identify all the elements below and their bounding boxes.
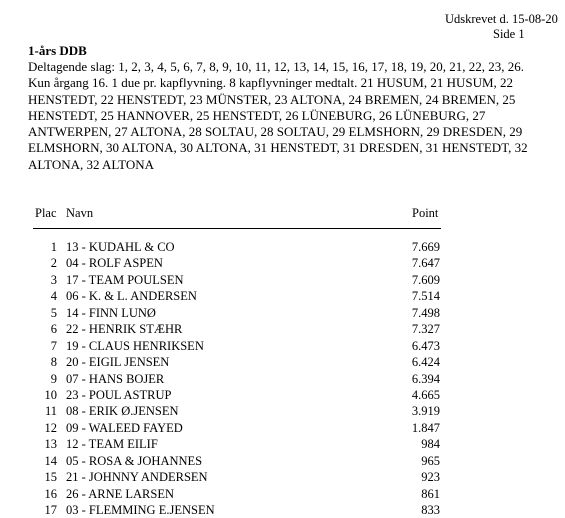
table-row bbox=[0, 469, 565, 485]
name-cell: 08 - ERIK Ø.JENSEN bbox=[66, 404, 179, 419]
points-cell: 7.514 bbox=[411, 289, 440, 304]
rank-cell: 15 bbox=[44, 470, 57, 485]
name-cell: 26 - ARNE LARSEN bbox=[66, 486, 174, 501]
name-cell: 20 - EIGIL JENSEN bbox=[66, 355, 170, 370]
points-cell: 6.473 bbox=[411, 338, 440, 353]
table-row bbox=[0, 453, 565, 469]
name-cell: 13 - KUDAHL & CO bbox=[66, 240, 175, 254]
points-cell: 965 bbox=[421, 453, 440, 468]
rank-cell: 3 bbox=[50, 272, 57, 287]
points-cell: 7.498 bbox=[411, 305, 440, 320]
rank-cell: 1 bbox=[50, 240, 57, 254]
table-row bbox=[0, 387, 565, 403]
points-cell: 1.847 bbox=[411, 420, 440, 435]
header-divider bbox=[33, 228, 441, 229]
column-header-point: Point bbox=[412, 206, 439, 220]
table-row bbox=[0, 403, 565, 419]
rank-cell: 16 bbox=[44, 486, 57, 501]
rank-cell: 9 bbox=[50, 371, 57, 386]
table-row bbox=[0, 436, 565, 452]
points-cell: 984 bbox=[421, 437, 440, 452]
points-cell: 3.919 bbox=[411, 404, 440, 419]
name-cell: 05 - ROSA & JOHANNES bbox=[66, 453, 203, 468]
rank-cell: 12 bbox=[44, 420, 57, 435]
rank-cell: 4 bbox=[50, 289, 57, 304]
race-description: Deltagende slag: 1, 2, 3, 4, 5, 6, 7, 8, 9, 10, 11, 12, 13, 14, 15, 16, 17, 18, 19, 20, 21, 22, 23, 26. Kun årgang 16. 1 due pr. kapflyvning. 8 kapflyvninger medtalt. 21 HUSUM, 21 HUSUM, 22 HENSTEDT, 22 HENSTEDT, 23 MÜNSTER, 23 ALTONA, 24 BREMEN, 24 BREMEN, 25 HENSTEDT, 25 HANNOVER, 25 HENSTEDT, 26 LÜNEBURG, 26 LÜNEBURG, 27 ANTWERPEN, 27 ALTONA, 28 SOLTAU, 28 SOLTAU, 29 ELMSHORN, 29 DRESDEN, 29 ELMSHORN, 30 ALTONA, 30 ALTONA, 31 HENSTEDT, 31 DRESDEN, 31 HENSTEDT, 32 ALTONA, 32 ALTONA bbox=[28, 59, 528, 172]
rank-cell: 17 bbox=[44, 503, 57, 517]
table-row bbox=[0, 338, 565, 354]
table-row bbox=[0, 486, 565, 502]
points-cell: 833 bbox=[421, 503, 440, 517]
points-cell: 7.647 bbox=[411, 256, 440, 271]
points-cell: 861 bbox=[421, 486, 440, 501]
table-row bbox=[0, 255, 565, 271]
name-cell: 09 - WALEED FAYED bbox=[66, 420, 183, 435]
name-cell: 03 - FLEMMING E.JENSEN bbox=[66, 503, 215, 517]
rank-cell: 6 bbox=[50, 322, 57, 337]
table-row bbox=[0, 371, 565, 387]
print-header bbox=[445, 12, 558, 42]
page-title: 1-års DDB bbox=[28, 43, 87, 58]
table-row bbox=[0, 420, 565, 436]
name-cell: 21 - JOHNNY ANDERSEN bbox=[66, 470, 208, 485]
table-row bbox=[0, 288, 565, 304]
table-row bbox=[0, 354, 565, 370]
rank-cell: 11 bbox=[44, 404, 57, 419]
name-cell: 12 - TEAM EILIF bbox=[66, 437, 158, 452]
points-cell: 923 bbox=[421, 470, 440, 485]
table-row bbox=[0, 321, 565, 337]
table-row bbox=[0, 272, 565, 288]
name-cell: 19 - CLAUS HENRIKSEN bbox=[66, 338, 204, 353]
rank-cell: 10 bbox=[44, 387, 57, 402]
name-cell: 17 - TEAM POULSEN bbox=[66, 272, 184, 287]
rank-cell: 7 bbox=[50, 338, 57, 353]
rank-cell: 14 bbox=[44, 453, 57, 468]
column-header-plac: Plac bbox=[35, 206, 57, 220]
table-row bbox=[0, 502, 565, 518]
points-cell: 7.327 bbox=[411, 322, 440, 337]
name-cell: 07 - HANS BOJER bbox=[66, 371, 165, 386]
points-cell: 6.394 bbox=[411, 371, 440, 386]
column-header-navn: Navn bbox=[66, 206, 94, 220]
table-row bbox=[0, 305, 565, 321]
page-number: Side 1 bbox=[493, 27, 525, 41]
name-cell: 22 - HENRIK STÆHR bbox=[66, 322, 183, 337]
table-row bbox=[0, 239, 565, 255]
name-cell: 04 - ROLF ASPEN bbox=[66, 256, 163, 271]
results-table bbox=[0, 239, 565, 518]
rank-cell: 5 bbox=[50, 305, 57, 320]
points-cell: 6.424 bbox=[411, 355, 440, 370]
points-cell: 7.609 bbox=[411, 272, 440, 287]
printed-date: Udskrevet d. 15-08-20 bbox=[445, 12, 558, 26]
rank-cell: 8 bbox=[50, 355, 57, 370]
name-cell: 23 - POUL ASTRUP bbox=[66, 387, 172, 402]
rank-cell: 2 bbox=[50, 256, 57, 271]
points-cell: 7.669 bbox=[411, 240, 440, 254]
name-cell: 06 - K. & L. ANDERSEN bbox=[66, 289, 197, 304]
points-cell: 4.665 bbox=[411, 387, 440, 402]
rank-cell: 13 bbox=[44, 437, 57, 452]
name-cell: 14 - FINN LUNØ bbox=[66, 305, 156, 320]
